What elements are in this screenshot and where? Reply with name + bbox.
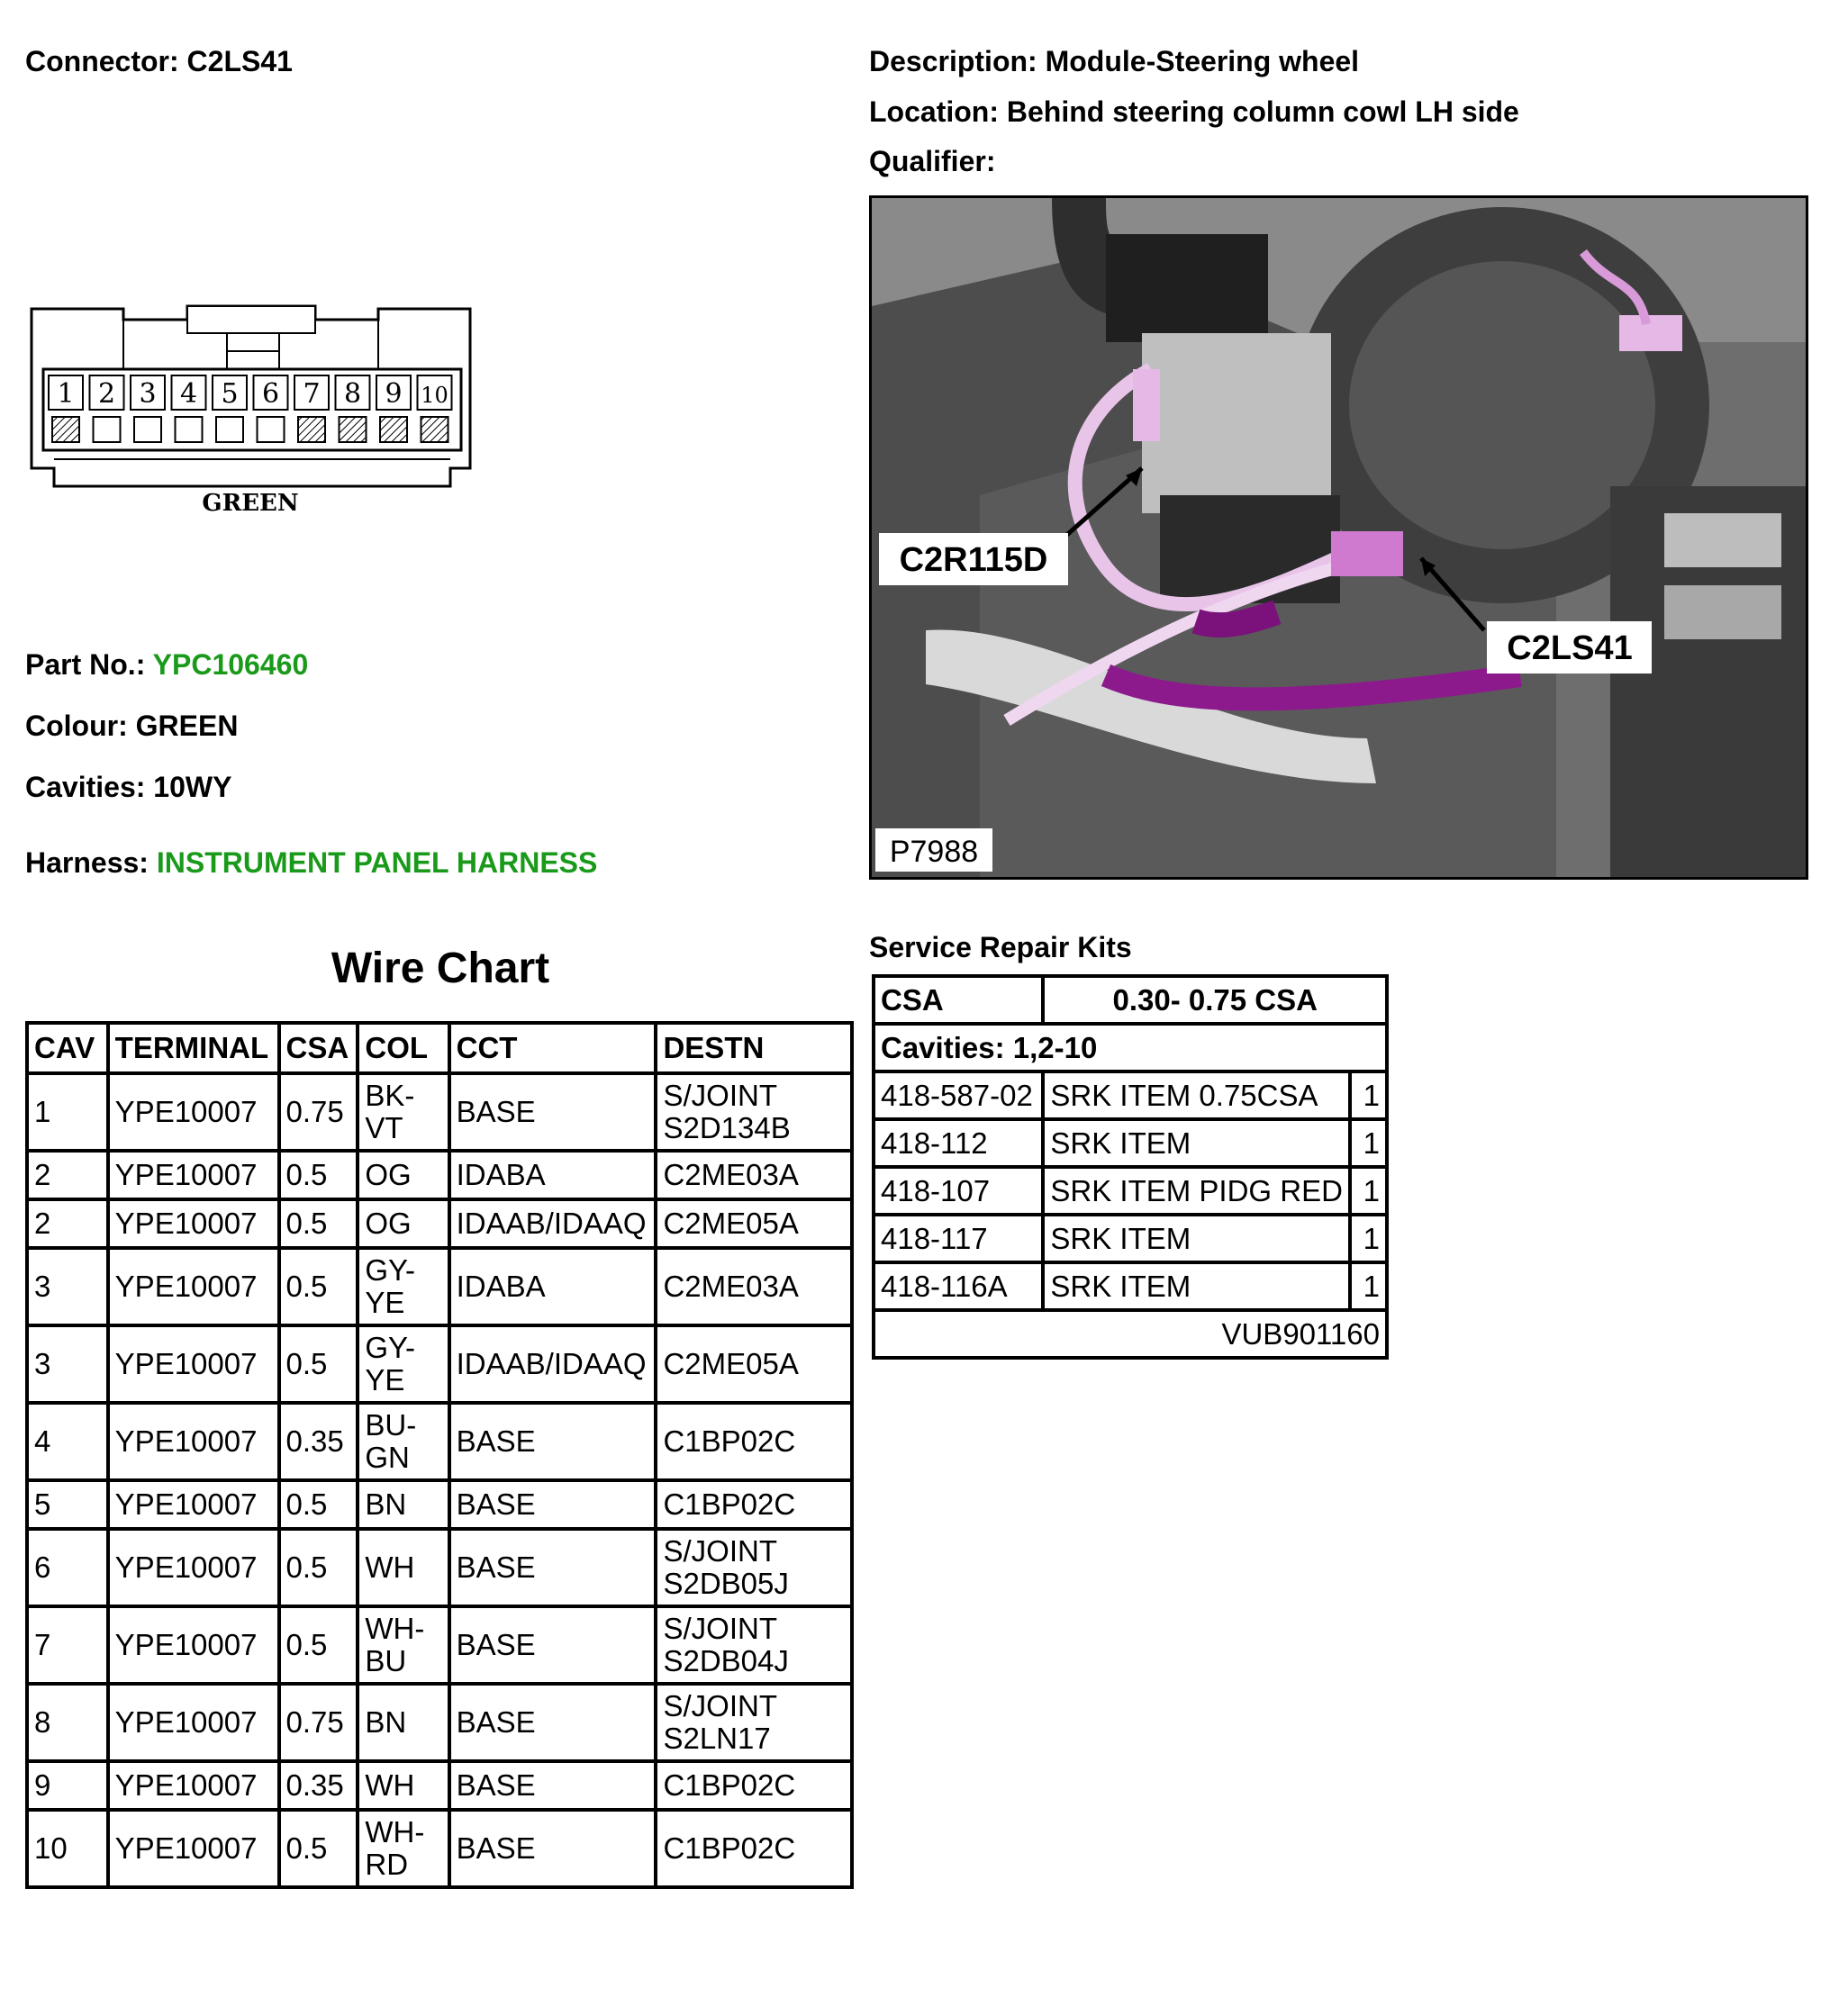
pin-cavity bbox=[176, 417, 203, 442]
description-value: Module-Steering wheel bbox=[1045, 45, 1360, 77]
connector-value: C2LS41 bbox=[186, 45, 293, 77]
wire-row bbox=[27, 1151, 852, 1199]
wire-cell-cav: 6 bbox=[27, 1529, 108, 1606]
srk-cell-desc: SRK ITEM bbox=[1043, 1262, 1350, 1310]
pin-number: 6 bbox=[261, 378, 280, 410]
wire-cell-col: BK- VT bbox=[358, 1073, 448, 1151]
pin-number: 10 bbox=[421, 383, 448, 408]
srk-cell-desc: SRK ITEM 0.75CSA bbox=[1043, 1071, 1350, 1119]
wire-cell-cav: 3 bbox=[27, 1248, 108, 1325]
colour-label: Colour: bbox=[25, 710, 128, 742]
pin-cavity bbox=[216, 417, 243, 442]
pin-number: 2 bbox=[97, 378, 116, 410]
wire-row bbox=[27, 1199, 852, 1248]
wire-cell-cav: 2 bbox=[27, 1199, 108, 1248]
wire-cell-terminal: YPE10007 bbox=[108, 1248, 279, 1325]
wire-cell-col: GY- YE bbox=[358, 1325, 448, 1403]
wire-cell-cct: IDABA bbox=[449, 1248, 657, 1325]
wire-cell-terminal: YPE10007 bbox=[108, 1325, 279, 1403]
wire-cell-cav: 4 bbox=[27, 1403, 108, 1480]
wire-row bbox=[27, 1403, 852, 1480]
colour-value: GREEN bbox=[135, 710, 239, 742]
srk-kit-row bbox=[874, 1262, 1387, 1310]
wire-cell-destn: S/JOINT S2LN17 bbox=[656, 1684, 852, 1761]
part-value-link[interactable]: YPC106460 bbox=[152, 648, 309, 681]
srk-kit-row bbox=[874, 1071, 1387, 1119]
wire-cell-cav: 5 bbox=[27, 1480, 108, 1529]
srk-cavities: Cavities: 1,2-10 bbox=[874, 1024, 1387, 1071]
srk-cell-desc: SRK ITEM bbox=[1043, 1215, 1350, 1262]
location-value: Behind steering column cowl LH side bbox=[1006, 95, 1519, 128]
wire-cell-csa: 0.5 bbox=[279, 1199, 358, 1248]
description bbox=[869, 45, 1359, 78]
harness-label: Harness: bbox=[25, 846, 149, 879]
wire-cell-destn: S/JOINT S2DB04J bbox=[656, 1606, 852, 1684]
srk-cell-part: 418-107 bbox=[874, 1167, 1043, 1215]
wire-cell-cct: BASE bbox=[449, 1073, 657, 1151]
wire-cell-cct: BASE bbox=[449, 1761, 657, 1810]
wire-col-header: COL bbox=[358, 1023, 448, 1073]
wire-col-header: DESTN bbox=[656, 1023, 852, 1073]
wire-cell-col: BN bbox=[358, 1684, 448, 1761]
wire-cell-cct: BASE bbox=[449, 1606, 657, 1684]
wire-cell-destn: C2ME03A bbox=[656, 1151, 852, 1199]
pin-cavity bbox=[258, 417, 285, 442]
srk-kit-row bbox=[874, 1167, 1387, 1215]
wire-cell-csa: 0.75 bbox=[279, 1073, 358, 1151]
wire-cell-col: OG bbox=[358, 1199, 448, 1248]
wire-cell-destn: S/JOINT S2DB05J bbox=[656, 1529, 852, 1606]
location bbox=[869, 95, 1519, 129]
harness-value-link[interactable]: INSTRUMENT PANEL HARNESS bbox=[156, 846, 598, 879]
wire-cell-cct: BASE bbox=[449, 1403, 657, 1480]
qualifier bbox=[869, 145, 995, 178]
srk-cell-part: 418-116A bbox=[874, 1262, 1043, 1310]
wire-col-header: CAV bbox=[27, 1023, 108, 1073]
wire-cell-terminal: YPE10007 bbox=[108, 1529, 279, 1606]
wire-cell-cav: 3 bbox=[27, 1325, 108, 1403]
srk-cell-qty: 1 bbox=[1350, 1071, 1387, 1119]
cavities-value: 10WY bbox=[153, 771, 232, 803]
wire-cell-cav: 7 bbox=[27, 1606, 108, 1684]
wire-cell-cav: 9 bbox=[27, 1761, 108, 1810]
srk-csa-row bbox=[874, 976, 1387, 1024]
wire-cell-destn: C2ME05A bbox=[656, 1199, 852, 1248]
wire-cell-terminal: YPE10007 bbox=[108, 1810, 279, 1887]
part-number bbox=[25, 648, 308, 682]
location-photo bbox=[869, 195, 1808, 880]
srk-cell-qty: 1 bbox=[1350, 1215, 1387, 1262]
wire-chart-header-row bbox=[27, 1023, 852, 1073]
srk-csa-range: 0.30- 0.75 CSA bbox=[1043, 976, 1387, 1024]
wire-cell-col: WH- RD bbox=[358, 1810, 448, 1887]
wire-cell-col: BN bbox=[358, 1480, 448, 1529]
wire-cell-col: BU- GN bbox=[358, 1403, 448, 1480]
wire-row bbox=[27, 1810, 852, 1887]
wire-col-header: CSA bbox=[279, 1023, 358, 1073]
srk-table bbox=[872, 974, 1389, 1360]
wire-row bbox=[27, 1606, 852, 1684]
wire-cell-terminal: YPE10007 bbox=[108, 1606, 279, 1684]
wire-cell-cav: 10 bbox=[27, 1810, 108, 1887]
photo-ref: P7988 bbox=[889, 835, 979, 869]
wire-cell-csa: 0.5 bbox=[279, 1325, 358, 1403]
pin-number: 8 bbox=[343, 378, 362, 410]
pin-number: 9 bbox=[385, 378, 403, 410]
wire-row bbox=[27, 1684, 852, 1761]
wire-cell-terminal: YPE10007 bbox=[108, 1403, 279, 1480]
srk-cell-desc: SRK ITEM PIDG RED bbox=[1043, 1167, 1350, 1215]
srk-cell-part: 418-117 bbox=[874, 1215, 1043, 1262]
connector-label: Connector: bbox=[25, 45, 179, 77]
qualifier-label: Qualifier: bbox=[869, 145, 996, 177]
pin-cavity bbox=[380, 417, 407, 442]
wire-cell-csa: 0.35 bbox=[279, 1403, 358, 1480]
connector-id bbox=[25, 45, 293, 78]
srk-title: Service Repair Kits bbox=[869, 931, 1132, 963]
wire-cell-terminal: YPE10007 bbox=[108, 1073, 279, 1151]
srk-cavities-row bbox=[874, 1024, 1387, 1071]
wire-cell-cct: IDABA bbox=[449, 1151, 657, 1199]
srk-kit-row bbox=[874, 1215, 1387, 1262]
wire-cell-destn: C1BP02C bbox=[656, 1810, 852, 1887]
wire-cell-col: OG bbox=[358, 1151, 448, 1199]
part-label: Part No.: bbox=[25, 648, 146, 681]
callout-c2r115d: C2R115D bbox=[899, 541, 1048, 579]
cavities-label: Cavities: bbox=[25, 771, 146, 803]
connector-face-diagram bbox=[27, 302, 477, 527]
wire-cell-cav: 1 bbox=[27, 1073, 108, 1151]
wire-cell-cct: BASE bbox=[449, 1810, 657, 1887]
wire-cell-terminal: YPE10007 bbox=[108, 1684, 279, 1761]
wire-cell-cct: BASE bbox=[449, 1480, 657, 1529]
wire-row bbox=[27, 1325, 852, 1403]
wire-cell-csa: 0.5 bbox=[279, 1810, 358, 1887]
srk-footer: VUB901160 bbox=[874, 1310, 1387, 1358]
srk-cell-qty: 1 bbox=[1350, 1119, 1387, 1167]
wire-cell-cav: 8 bbox=[27, 1684, 108, 1761]
description-label: Description: bbox=[869, 45, 1037, 77]
wire-cell-cct: IDAAB/IDAAQ bbox=[449, 1199, 657, 1248]
wire-cell-csa: 0.5 bbox=[279, 1480, 358, 1529]
wire-cell-csa: 0.75 bbox=[279, 1684, 358, 1761]
callout-c2ls41: C2LS41 bbox=[1507, 629, 1633, 667]
wire-cell-cct: BASE bbox=[449, 1684, 657, 1761]
wire-cell-destn: C1BP02C bbox=[656, 1761, 852, 1810]
srk-cell-part: 418-587-02 bbox=[874, 1071, 1043, 1119]
pin-cavity bbox=[340, 417, 367, 442]
pin-number: 7 bbox=[303, 378, 321, 410]
wire-cell-cct: IDAAB/IDAAQ bbox=[449, 1325, 657, 1403]
wire-row bbox=[27, 1761, 852, 1810]
wire-cell-terminal: YPE10007 bbox=[108, 1199, 279, 1248]
wire-col-header: TERMINAL bbox=[108, 1023, 279, 1073]
wire-col-header: CCT bbox=[449, 1023, 657, 1073]
wire-cell-col: GY- YE bbox=[358, 1248, 448, 1325]
wire-chart-table bbox=[25, 1021, 854, 1889]
wire-cell-cct: BASE bbox=[449, 1529, 657, 1606]
wire-row bbox=[27, 1073, 852, 1151]
wire-cell-col: WH- BU bbox=[358, 1606, 448, 1684]
srk-csa-label: CSA bbox=[874, 976, 1043, 1024]
wire-cell-destn: C1BP02C bbox=[656, 1403, 852, 1480]
wire-cell-csa: 0.5 bbox=[279, 1529, 358, 1606]
srk-kit-row bbox=[874, 1119, 1387, 1167]
wire-cell-col: WH bbox=[358, 1761, 448, 1810]
wire-cell-cav: 2 bbox=[27, 1151, 108, 1199]
wire-cell-destn: C2ME03A bbox=[656, 1248, 852, 1325]
connector-colour-caption: GREEN bbox=[202, 490, 299, 517]
srk-cell-qty: 1 bbox=[1350, 1167, 1387, 1215]
wire-cell-destn: C2ME05A bbox=[656, 1325, 852, 1403]
pin-cavity bbox=[421, 417, 448, 442]
wire-cell-csa: 0.35 bbox=[279, 1761, 358, 1810]
pin-cavity bbox=[94, 417, 121, 442]
wire-cell-csa: 0.5 bbox=[279, 1151, 358, 1199]
wire-row bbox=[27, 1480, 852, 1529]
pin-number: 3 bbox=[139, 378, 157, 410]
pin-cavity bbox=[52, 417, 79, 442]
pin-number: 5 bbox=[221, 378, 239, 410]
srk-footer-row bbox=[874, 1310, 1387, 1358]
srk-cell-part: 418-112 bbox=[874, 1119, 1043, 1167]
wire-cell-col: WH bbox=[358, 1529, 448, 1606]
wire-cell-csa: 0.5 bbox=[279, 1606, 358, 1684]
wire-cell-csa: 0.5 bbox=[279, 1248, 358, 1325]
srk-cell-desc: SRK ITEM bbox=[1043, 1119, 1350, 1167]
cavities bbox=[25, 771, 231, 804]
pin-cavity bbox=[298, 417, 325, 442]
wire-cell-terminal: YPE10007 bbox=[108, 1151, 279, 1199]
wire-chart-title: Wire Chart bbox=[331, 945, 550, 992]
harness bbox=[25, 846, 597, 880]
wire-row bbox=[27, 1529, 852, 1606]
wire-cell-terminal: YPE10007 bbox=[108, 1761, 279, 1810]
wire-cell-destn: S/JOINT S2D134B bbox=[656, 1073, 852, 1151]
wire-row bbox=[27, 1248, 852, 1325]
location-label: Location: bbox=[869, 95, 999, 128]
colour bbox=[25, 710, 238, 743]
pin-number: 1 bbox=[57, 378, 75, 410]
pin-cavity bbox=[134, 417, 161, 442]
wire-cell-destn: C1BP02C bbox=[656, 1480, 852, 1529]
pin-number: 4 bbox=[179, 378, 198, 410]
srk-cell-qty: 1 bbox=[1350, 1262, 1387, 1310]
wire-cell-terminal: YPE10007 bbox=[108, 1480, 279, 1529]
